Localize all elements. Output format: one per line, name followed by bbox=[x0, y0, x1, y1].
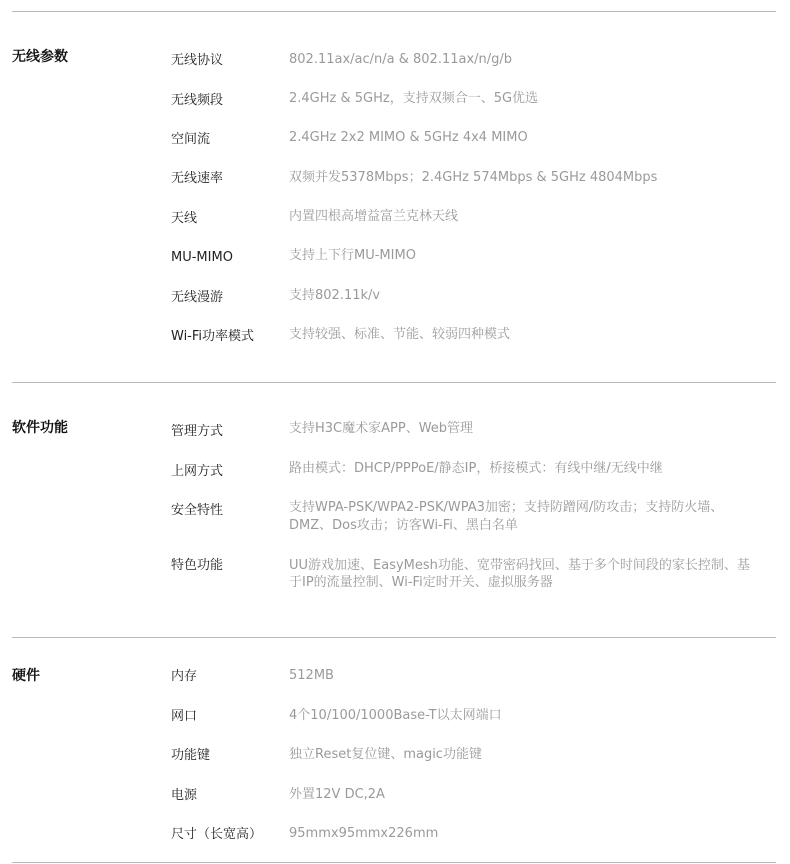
spec-value: 802.11ax/ac/n/a & 802.11ax/n/g/b bbox=[289, 52, 513, 67]
spec-value: 外置12V DC,2A bbox=[289, 787, 385, 802]
spec-value-line: UU游戏加速、EasyMesh功能、宽带密码找回、基于多个时间段的家长控制、基 bbox=[289, 558, 750, 573]
spec-label: 安全特性 bbox=[171, 503, 224, 518]
spec-label: 电源 bbox=[171, 788, 198, 803]
spec-label: 管理方式 bbox=[171, 424, 224, 439]
spec-label: MU-MIMO bbox=[171, 250, 233, 265]
spec-value: 支持上下行MU-MIMO bbox=[289, 248, 416, 263]
spec-value: 4个10/100/1000Base-T以太网端口 bbox=[289, 708, 502, 723]
spec-label: 特色功能 bbox=[171, 558, 224, 573]
spec-label: 功能键 bbox=[171, 748, 211, 763]
spec-label: 内存 bbox=[171, 669, 198, 684]
spec-value-line: 于IP的流量控制、Wi-Fi定时开关、虚拟服务器 bbox=[289, 575, 553, 590]
spec-label: 无线漫游 bbox=[171, 290, 224, 305]
spec-value: 支持H3C魔术家APP、Web管理 bbox=[289, 421, 474, 436]
spec-value: 95mmx95mmx226mm bbox=[289, 826, 439, 841]
spec-label: 尺寸（长宽高） bbox=[171, 827, 263, 842]
spec-label: 无线速率 bbox=[171, 171, 224, 186]
divider-top bbox=[12, 11, 776, 12]
section-title-software: 软件功能 bbox=[12, 420, 68, 436]
spec-label: Wi-Fi功率模式 bbox=[171, 329, 255, 344]
spec-label: 无线协议 bbox=[171, 53, 224, 68]
spec-value: 内置四根高增益富兰克林天线 bbox=[289, 209, 459, 224]
spec-value: 512MB bbox=[289, 668, 334, 683]
section-title-hardware: 硬件 bbox=[12, 668, 40, 684]
spec-label: 天线 bbox=[171, 211, 198, 226]
divider-bottom bbox=[12, 862, 776, 863]
spec-value: 支持802.11k/v bbox=[289, 288, 381, 303]
spec-value: 独立Reset复位键、magic功能键 bbox=[289, 747, 482, 762]
spec-label: 空间流 bbox=[171, 132, 211, 147]
spec-label: 网口 bbox=[171, 709, 198, 724]
spec-value: 支持较强、标准、节能、较弱四种模式 bbox=[289, 327, 511, 342]
spec-value: 路由模式：DHCP/PPPoE/静态IP，桥接模式：有线中继/无线中继 bbox=[289, 461, 663, 476]
spec-label: 无线频段 bbox=[171, 93, 224, 108]
section-title-wireless: 无线参数 bbox=[12, 49, 68, 65]
spec-value: 2.4GHz & 5GHz，支持双频合一、5G优选 bbox=[289, 91, 539, 106]
spec-label: 上网方式 bbox=[171, 464, 224, 479]
spec-value-line: 支持WPA-PSK/WPA2-PSK/WPA3加密；支持防蹭网/防攻击；支持防火墙、 bbox=[289, 500, 724, 515]
spec-value: 双频并发5378Mbps；2.4GHz 574Mbps & 5GHz 4804Mbps bbox=[289, 170, 658, 185]
divider-after-wireless bbox=[12, 382, 776, 383]
spec-value: 2.4GHz 2x2 MIMO & 5GHz 4x4 MIMO bbox=[289, 130, 528, 145]
spec-value-line: DMZ、Dos攻击；访客Wi-Fi、黑白名单 bbox=[289, 518, 518, 533]
divider-after-software bbox=[12, 637, 776, 638]
